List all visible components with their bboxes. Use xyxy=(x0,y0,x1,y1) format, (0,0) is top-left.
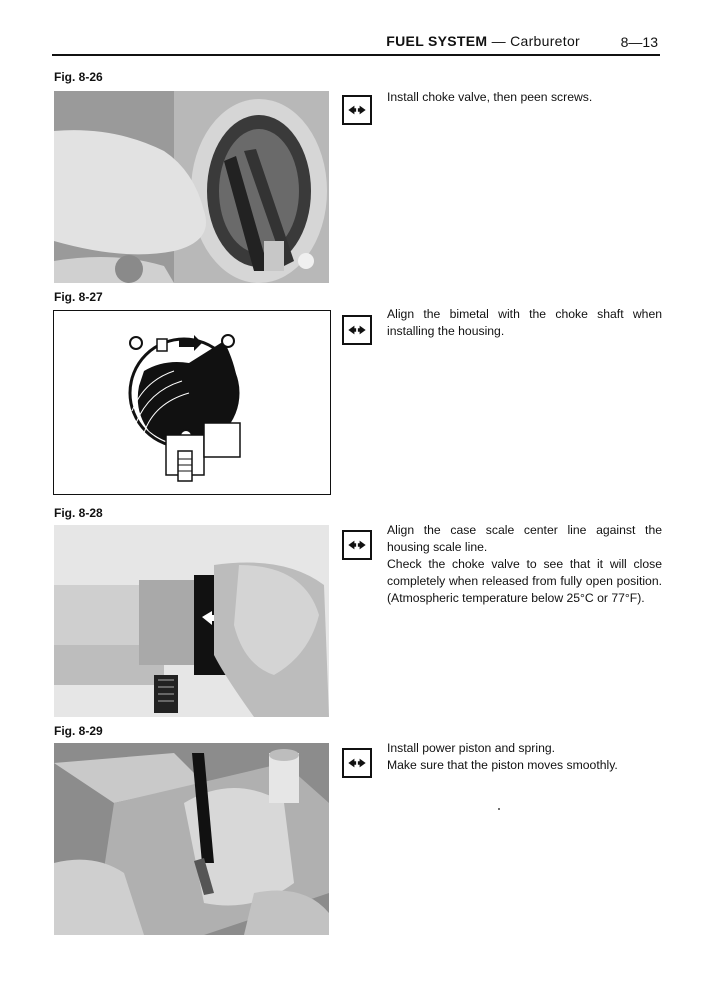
step-3-text xyxy=(387,522,662,607)
install-arrows-icon xyxy=(342,748,372,778)
subsection-name: Carburetor xyxy=(510,33,580,49)
title-dash: — xyxy=(491,33,506,49)
fig-8-26-label: Fig. 8-26 xyxy=(54,70,103,84)
step-3-line-1: Align the case scale center line against the housing scale line. xyxy=(387,523,662,554)
step-2-text xyxy=(387,306,662,340)
step-2-line-1: Align the bimetal with the choke shaft when installing the housing. xyxy=(387,307,662,338)
fig-8-27-diagram xyxy=(53,310,331,495)
header-rule xyxy=(52,54,660,56)
stray-dot xyxy=(498,808,500,810)
step-4-text xyxy=(387,740,662,774)
fig-8-29-label: Fig. 8-29 xyxy=(54,724,103,738)
fig-8-27-label: Fig. 8-27 xyxy=(54,290,103,304)
install-arrows-icon xyxy=(342,315,372,345)
step-4-line-2: Make sure that the piston moves smoothly. xyxy=(387,758,618,772)
step-4-line-1: Install power piston and spring. xyxy=(387,741,556,755)
step-1-text xyxy=(387,89,662,106)
section-title xyxy=(386,33,580,49)
section-name: FUEL SYSTEM xyxy=(386,33,488,49)
step-1-line-1: Install choke valve, then peen screws. xyxy=(387,90,593,104)
page-number: 8—13 xyxy=(620,34,658,50)
fig-8-28-label: Fig. 8-28 xyxy=(54,506,103,520)
fig-8-28-photo xyxy=(54,525,329,717)
fig-8-29-photo xyxy=(54,743,329,935)
install-arrows-icon xyxy=(342,530,372,560)
fig-8-26-photo xyxy=(54,91,329,283)
step-3-line-2: Check the choke valve to see that it will close completely when released from fully open position. (Atmospheric temperature below 25°C or 77°F). xyxy=(387,557,662,605)
install-arrows-icon xyxy=(342,95,372,125)
page-header xyxy=(52,30,660,56)
